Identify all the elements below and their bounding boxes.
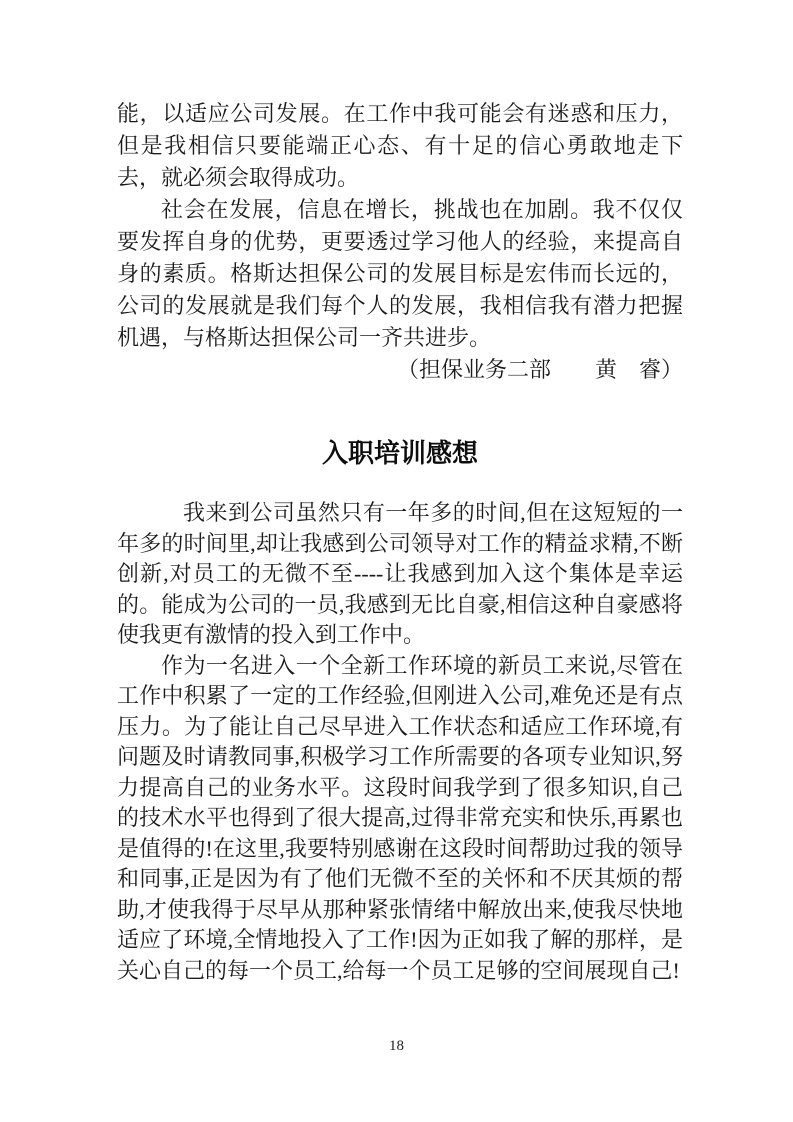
article-body [117,498,683,986]
paragraph: 社会在发展，信息在增长，挑战也在加剧。我不仅仅要发挥自身的优势，更要透过学习他人的经验，来提高自身的素质。格斯达担保公司的发展目标是宏伟而长远的，公司的发展就是我们每个人的发展，我相信我有潜力把握机遇，与格斯达担保公司一齐共进步。 [117,197,683,350]
page-number: 18 [389,1038,404,1054]
paragraph: 我来到公司虽然只有一年多的时间,但在这短短的一年多的时间里,却让我感到公司领导对工作的精益求精,不断创新,对员工的无微不至----让我感到加入这个集体是幸运的。能成为公司的一员,我感到无比自豪,相信这种自豪感将使我更有激情的投入到工作中。 [117,500,683,647]
top-article [117,98,683,386]
paragraph: 能，以适应公司发展。在工作中我可能会有迷惑和压力，但是我相信只要能端正心态、有十足的信心勇敢地走下去，就必须会取得成功。 [117,101,683,190]
text-block [117,0,683,986]
author-signature: （担保业务二部 黄 睿） [396,357,683,382]
paragraph: 作为一名进入一个全新工作环境的新员工来说,尽管在工作中积累了一定的工作经验,但刚进入公司,难免还是有点压力。为了能让自己尽早进入工作状态和适应工作环境,有问题及时请教同事,积极学习工作所需要的各项专业知识,努力提高自己的业务水平。这段时间我学到了很多知识,自己的技术水平也得到了很大提高,过得非常充实和快乐,再累也是值得的!在这里,我要特别感谢在这段时间帮助过我的领导和同事,正是因为有了他们无微不至的关怀和不厌其烦的帮助,才使我得于尽早从那种紧张情绪中解放出来,使我尽快地适应了环境,全情地投入了工作!因为正如我了解的那样，是关心自己的每一个员工,给每一个员工足够的空间展现自己! [117,652,683,983]
article-title: 入职培训感想 [321,438,478,468]
